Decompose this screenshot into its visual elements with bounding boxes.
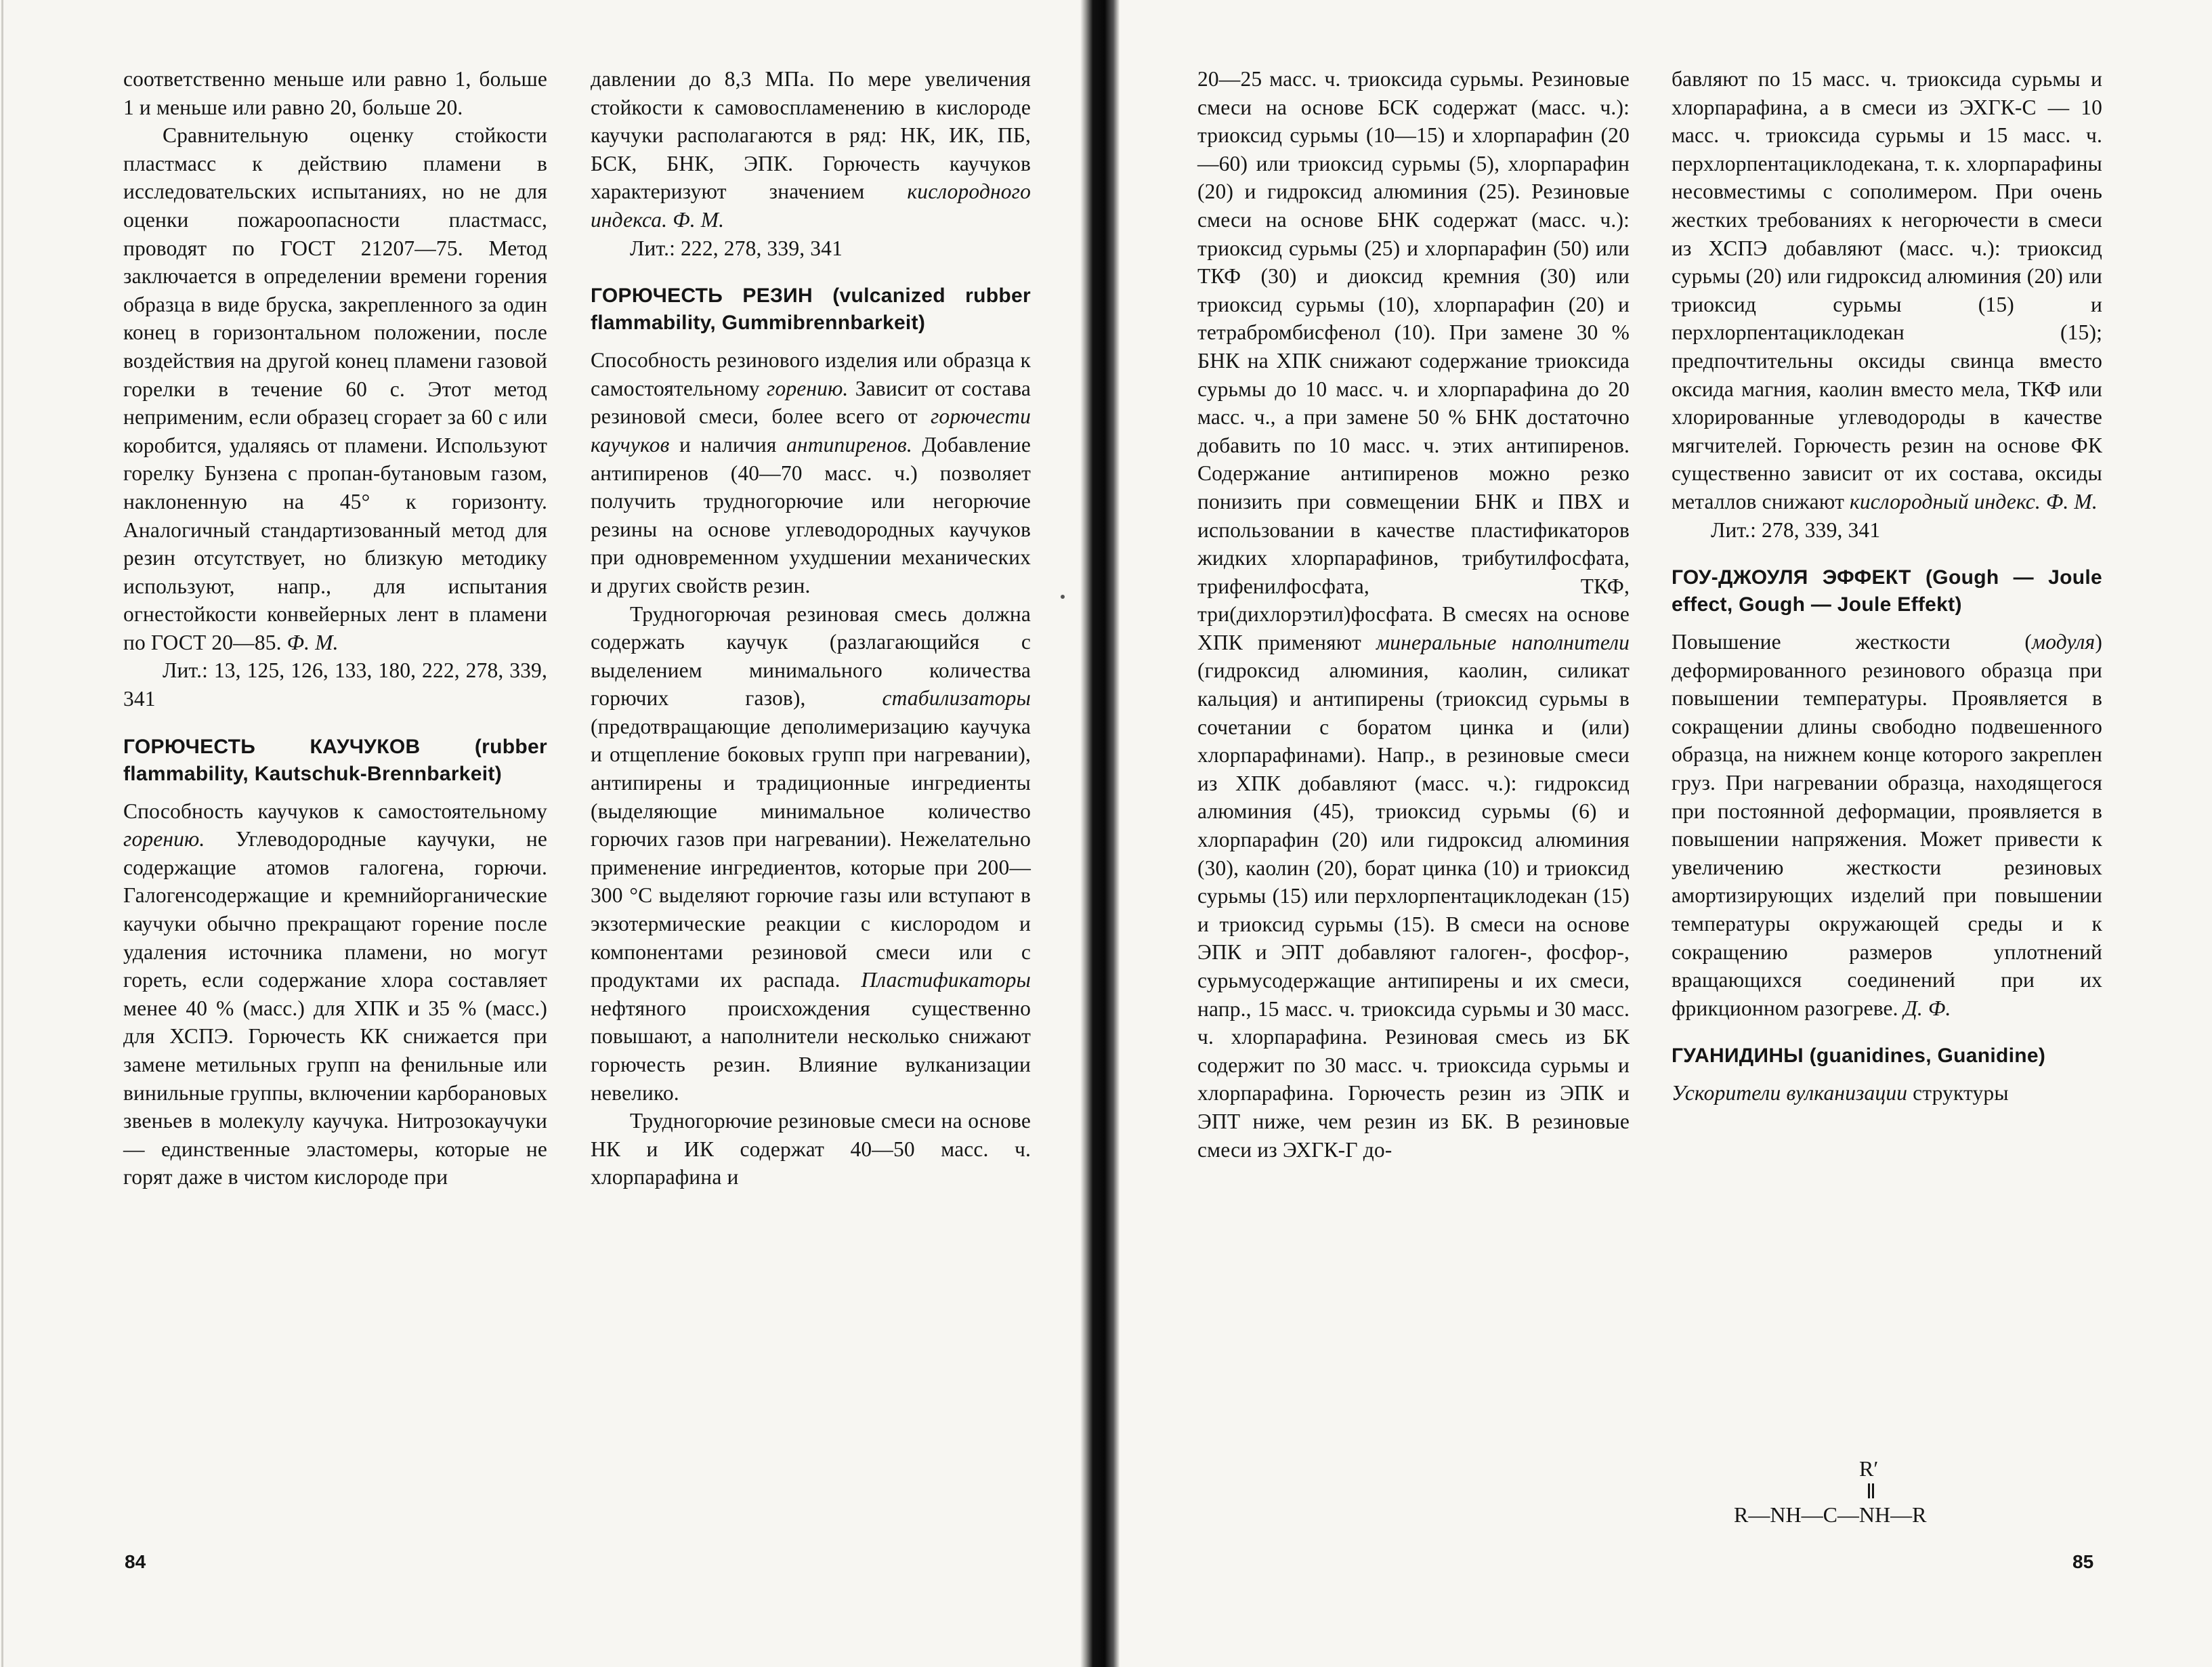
text-run: Добавление антипиренов (40—70 масс. ч.) позволяет получить трудногорючие или негорючие резины на основе углеводородных каучуков при одновременном ухудшении механических и других свойств резин. bbox=[591, 432, 1031, 597]
ink-speck bbox=[1061, 595, 1065, 599]
right-page-column-2 bbox=[1672, 65, 2102, 1107]
entry-heading bbox=[1672, 1042, 2102, 1070]
italic-term: стабилизаторы bbox=[882, 686, 1031, 711]
formula-substituent: R′ bbox=[1859, 1456, 1879, 1481]
entry-headword: ГОРЮЧЕСТЬ РЕЗИН bbox=[591, 284, 813, 308]
body-paragraph bbox=[1672, 65, 2102, 516]
italic-term: Ускорители вулканизации bbox=[1672, 1081, 1908, 1105]
italic-term: горению. bbox=[123, 827, 205, 851]
text-run: (предотвращающие деполимеризацию каучука и отщепление боковых групп при нагревании), антипирены и традиционные ингредиенты (выделяющие минимальное количество горючих газов при нагревании). Нежелательно применение ингредиентов, которые при 200—300 °С выделяют горючие газы или вступают в экзотермические реакции с кислородом и компонентами резиновой смеси или с продуктами их распада. bbox=[591, 714, 1031, 992]
text-run: Лит.: 13, 125, 126, 133, 180, 222, 278, 339, 341 bbox=[123, 658, 547, 711]
text-run: нефтяного происхождения существенно повышают, а наполнители несколько снижают горючесть резин. Влияние вулканизации невелико. bbox=[591, 996, 1031, 1105]
entry-translation: (guanidines, Guanidine) bbox=[1809, 1044, 2046, 1068]
text-run: Лит.: 222, 278, 339, 341 bbox=[630, 236, 843, 260]
body-paragraph bbox=[123, 121, 547, 656]
book-gutter bbox=[1080, 0, 1120, 1667]
italic-term: Ф. М. bbox=[286, 630, 339, 654]
right-page-column-1 bbox=[1197, 65, 1630, 1164]
italic-term: Д. Ф. bbox=[1903, 996, 1951, 1020]
italic-term: кислородный индекс. Ф. М. bbox=[1850, 489, 2098, 513]
body-paragraph bbox=[591, 346, 1031, 599]
body-paragraph bbox=[591, 1107, 1031, 1191]
entry-heading bbox=[1672, 564, 2102, 618]
left-page-edge bbox=[1, 0, 3, 1667]
body-paragraph bbox=[1672, 1079, 2102, 1107]
body-paragraph bbox=[591, 600, 1031, 1107]
literature-reference bbox=[1672, 516, 2102, 545]
text-run: ) деформированного резинового образца при повышении температуры. Проявляется в сокращении длины свободно подвешенного образца, на нижнем конце которого закреплен груз. При нагревании образца, находящегося при постоянной деформации, проявляется в повышении напряжения. Может привести к увеличению жесткости резиновых амортизирующих изделий при повышении температуры окружающей среды и к сокращению размеров уплотнений вращающихся соединений при их фрикционном разогреве. bbox=[1672, 630, 2102, 1020]
left-page-column-1 bbox=[123, 65, 547, 1191]
italic-term: кислородного индекса. Ф. М. bbox=[591, 180, 1031, 232]
text-run: Углеводородные каучуки, не содержащие атомов галогена, горючи. Галогенсодержащие и кремнийорганические каучуки обычно прекращают горение после удаления источника пламени, но могут гореть, если содержание хлора составляет менее 40 % (масс.) для ХПК и 35 % (масс.) для ХСПЭ. Горючесть КК снижается при замене метильных групп на фенильные или винильные группы, включении карборановых звеньев в молекулу каучука. Нитрозокаучуки — единственные эластомеры, которые не горят даже в чистом кислороде при bbox=[123, 827, 547, 1189]
italic-term: антипиренов. bbox=[786, 432, 912, 457]
literature-reference bbox=[591, 234, 1031, 263]
italic-term: минеральные наполнители bbox=[1376, 630, 1630, 654]
text-run: Трудногорючие резиновые смеси на основе НК и ИК содержат 40—50 масс. ч. хлорпарафина и bbox=[591, 1109, 1031, 1189]
entry-heading bbox=[123, 734, 547, 788]
text-run: Зависит от состава резиновой смеси, более всего от bbox=[591, 376, 1031, 429]
text-run: и наличия bbox=[669, 432, 787, 457]
text-run: бавляют по 15 масс. ч. триоксида сурьмы и хлорпарафина, а в смеси из ЭХГК-С — 10 масс. ч. триоксида сурьмы и 15 масс. ч. перхлорпентациклодекана, т. к. хлорпарафины несовместимы с сополимером. При очень жестких требованиях к негорючести в смеси из ХСПЭ добавляют (масс. ч.): триоксид сурьмы (20) или гидроксид алюминия (20) или триоксид сурьмы (15) и перхлорпентациклодекан (15); предпочтительны оксиды свинца вместо оксида магния, каолин вместо мела, ТКФ или хлорированные углеводороды в качестве мягчителей. Горючесть резин на основе ФК существенно зависит от их состава, оксиды металлов снижают bbox=[1672, 67, 2102, 513]
entry-translation: (vulcanized rubber flammability, Gummibrennbarkeit) bbox=[591, 284, 1031, 335]
italic-term: модуля bbox=[2031, 630, 2096, 654]
text-run: Лит.: 278, 339, 341 bbox=[1711, 518, 1881, 542]
text-run: Повышение жесткости ( bbox=[1672, 630, 2032, 654]
italic-term: горючести каучуков bbox=[591, 404, 1031, 457]
formula-main-chain: R—NH—C—NH—R bbox=[1734, 1502, 1927, 1527]
text-run: структуры bbox=[1907, 1081, 2009, 1105]
text-run: Трудногорючая резиновая смесь должна содержать каучук (разлагающийся с выделением минимального количества горючих газов), bbox=[591, 602, 1031, 711]
text-run: Сравнительную оценку стойкости пластмасс к действию пламени в исследовательских испытаниях, но не для оценки пожароопасности пластмасс, проводят по ГОСТ 21207—75. Метод заключается в определении времени горения образца в виде бруска, закрепленного за один конец в горизонтальном положении, после воздействия на другой конец пламени газовой горелки в течение 60 с. Этот метод неприменим, если образец сгорает за 60 с или коробится, удаляясь от пламени. Используют горелку Бунзена с пропан-бутановым газом, наклоненную на 45° к горизонту. Аналогичный стандартизованный метод для резин отсутствует, но близкую методику используют, напр., для испытания огнестойкости конвейерных лент в пламени по ГОСТ 20—85. bbox=[123, 123, 547, 654]
page-number-left: 84 bbox=[125, 1551, 146, 1572]
text-run: (гидроксид алюминия, каолин, силикат кальция) и антипирены (триоксид сурьмы в сочетании с боратом цинка и (или) хлорпарафинами). Напр., в резиновые смеси из ХПК добавляют (масс. ч.): гидроксид алюминия (45), триоксид сурьмы (6) и хлорпарафин (20) или гидроксид алюминия (30), каолин (20), борат цинка (10) и триоксид сурьмы (15) или перхлорпентациклодекан (15) и триоксид сурьмы (15). В смеси на основе ЭПК и ЭПТ добавляют галоген-, фосфор-, сурьмусодержащие антипирены и их смеси, напр., 15 масс. ч. триоксида сурьмы и 30 масс. ч. хлорпарафина. Резиновая смесь из БК содержит по 30 масс. ч. триоксида сурьмы и хлорпарафина. Горючесть резин из ЭПК и ЭПТ ниже, чем резин из БК. В резиновые смеси из ЭХГК-Г до- bbox=[1197, 658, 1630, 1162]
entry-translation: (Gough — Joule effect, Gough — Joule Effekt) bbox=[1672, 566, 2102, 616]
entry-headword: ГОРЮЧЕСТЬ КАУЧУКОВ bbox=[123, 735, 421, 758]
left-page-column-2 bbox=[591, 65, 1031, 1191]
entry-headword: ГУАНИДИНЫ bbox=[1672, 1044, 1804, 1068]
text-run: Способность резинового изделия или образца к самостоятельному bbox=[591, 348, 1031, 400]
body-paragraph bbox=[1197, 65, 1630, 1164]
formula-double-bond-line bbox=[1868, 1483, 1870, 1498]
literature-reference bbox=[123, 656, 547, 713]
body-paragraph bbox=[123, 797, 547, 1191]
guanidine-structural-formula bbox=[1734, 1456, 2018, 1544]
text-run: 20—25 масс. ч. триоксида сурьмы. Резиновые смеси на основе БСК содержат (масс. ч.): триоксид сурьмы (10—15) и хлорпарафин (20—60) или триоксид сурьмы (5), хлорпарафин (20) и гидроксид алюминия (25). Резиновые смеси на основе БНК содержат (масс. ч.): триоксид сурьмы (25) и хлорпарафин (50) или ТКФ (30) и диоксид кремния (30) или триоксид сурьмы (10), хлорпарафин (20) и тетрабромбисфенол (10). При замене 30 % БНК на ХПК снижают содержание триоксида сурьмы до 10 масс. ч. и хлорпарафина до 20 масс. ч., а при замене 50 % БНК достаточно добавить по 10 масс. ч. этих антипиренов. Содержание антипиренов можно резко понизить при совмещении БНК и ПВХ и использовании в качестве пластификаторов жидких хлорпарафинов, трибутилфосфата, трифенилфосфата, ТКФ, три(дихлорэтил)фосфата. В смесях на основе ХПК применяют bbox=[1197, 67, 1630, 654]
text-run: соответственно меньше или равно 1, больше 1 и меньше или равно 20, больше 20. bbox=[123, 67, 547, 119]
italic-term: Пластификаторы bbox=[861, 968, 1031, 992]
entry-headword: ГОУ-ДЖОУЛЯ ЭФФЕКТ bbox=[1672, 566, 1911, 589]
body-paragraph bbox=[591, 65, 1031, 234]
entry-heading bbox=[591, 282, 1031, 337]
page-number-right: 85 bbox=[2072, 1551, 2094, 1572]
entry-translation: (rubber flammability, Kautschuk-Brennbarkeit) bbox=[123, 735, 547, 785]
formula-double-bond-line bbox=[1872, 1483, 1874, 1498]
body-paragraph bbox=[123, 65, 547, 121]
text-run: Способность каучуков к самостоятельному bbox=[123, 799, 547, 823]
italic-term: горению. bbox=[767, 376, 849, 400]
text-run: давлении до 8,3 МПа. По мере увеличения стойкости к самовоспламенению в кислороде каучуки располагаются в ряд: НК, ИК, ПБ, БСК, БНК, ЭПК. Горючесть каучуков характеризуют значением bbox=[591, 67, 1031, 204]
body-paragraph bbox=[1672, 628, 2102, 1022]
